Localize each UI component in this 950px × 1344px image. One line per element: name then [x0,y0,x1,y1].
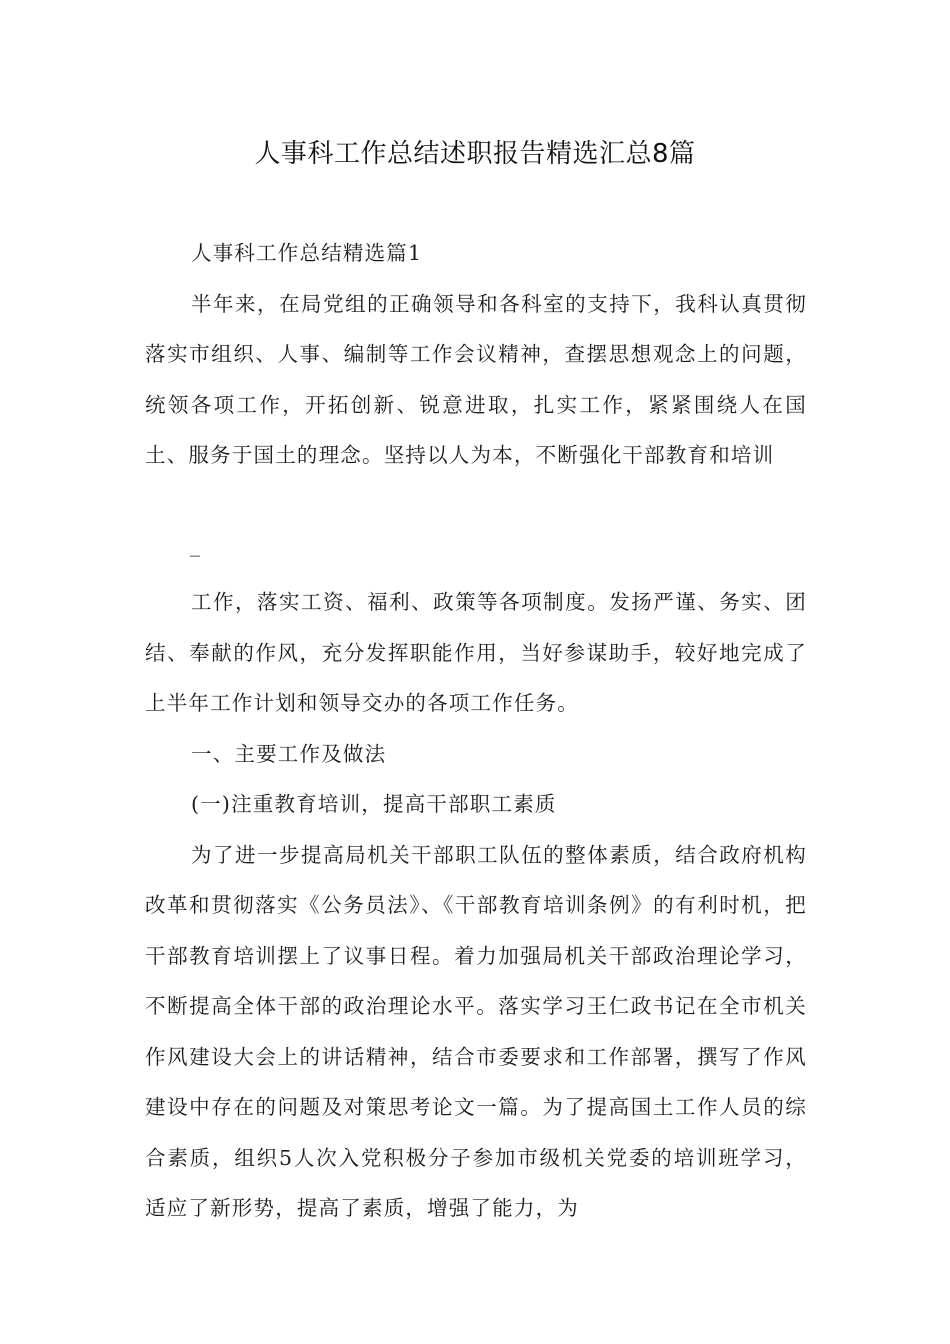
text-block-2 [145,577,807,1234]
text-block-1 [145,228,807,481]
subsection-heading: (一)注重教育培训，提高干部职工素质 [191,792,557,816]
section-heading: 人事科工作总结精选篇1 [191,241,423,265]
paragraph: 半年来，在局党组的正确领导和各科室的支持下，我科认真贯彻落实市组织、人事、编制等工作会议精神，查摆思想观念上的问题，统领各项工作，开拓创新、锐意进取，扎实工作，紧紧围绕人在国土、服务于国土的理念。坚持以人为本，不断强化干部教育和培训 [145,291,807,467]
section-heading: 一、主要工作及做法 [191,741,387,766]
separator-mark: _ [190,533,200,557]
paragraph: 为了进一步提高局机关干部职工队伍的整体素质，结合政府机构改革和贯彻落实《公务员法》、《干部教育培训条例》的有利时机，把干部教育培训摆上了议事日程。着力加强局机关干部政治理论学习，不断提高全体干部的政治理论水平。落实学习王仁政书记在全市机关作风建设大会上的讲话精神，结合市委要求和工作部署，撰写了作风建设中存在的问题及对策思考论文一篇。为了提高国土工作人员的综合素质，组织5人次入党积极分子参加市级机关党委的培训班学习，适应了新形势，提高了素质，增强了能力，为 [145,842,807,1220]
paragraph: 工作，落实工资、福利、政策等各项制度。发扬严谨、务实、团结、奉献的作风，充分发挥职能作用，当好参谋助手，较好地完成了上半年工作计划和领导交办的各项工作任务。 [145,590,807,715]
document-title: 人事科工作总结述职报告精选汇总8篇 [254,139,696,169]
